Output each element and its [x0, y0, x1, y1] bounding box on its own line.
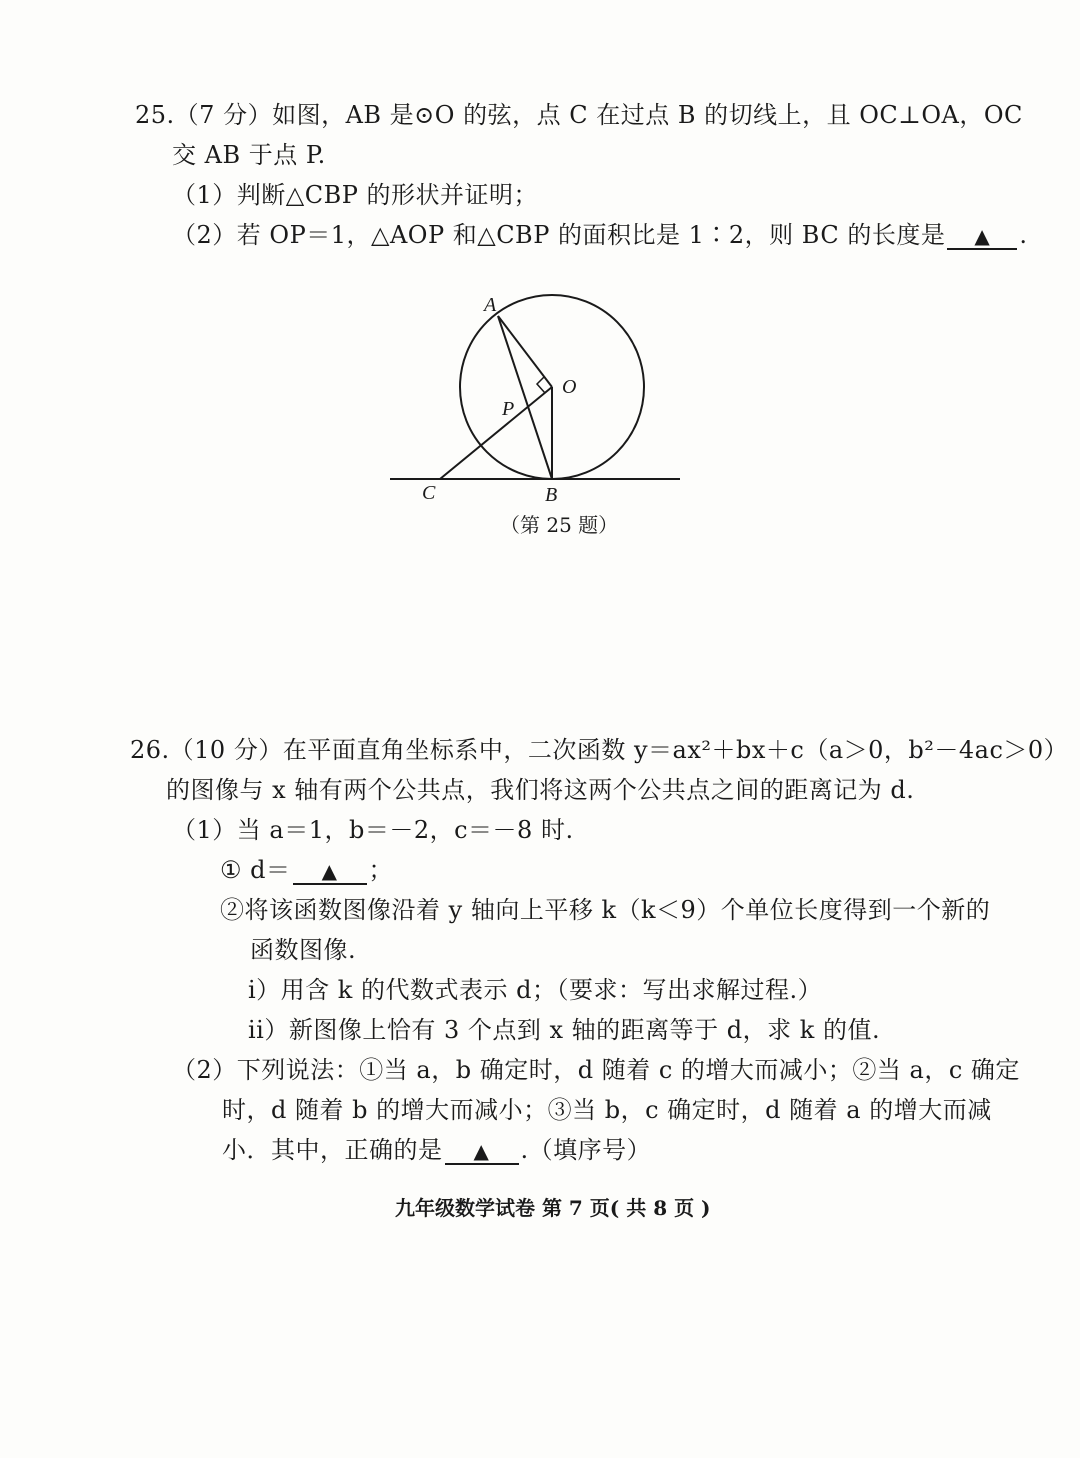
q25-part1: （1）判断△CBP 的形状并证明； [172, 181, 539, 209]
q26-stem-line2: 的图像与 x 轴有两个公共点，我们将这两个公共点之间的距离记为 d. [166, 776, 915, 804]
q26-sub2-line2: 函数图像. [250, 936, 357, 964]
q25-answer-blank[interactable] [947, 223, 1017, 250]
q26-sub1 [220, 855, 393, 885]
q26-sub1-end: ； [368, 856, 394, 884]
q26-part2-text: 小．其中，正确的是 [222, 1136, 443, 1164]
q26-sub2-i: i）用含 k 的代数式表示 d；（要求：写出求解过程.） [248, 976, 823, 1004]
label-a: A [484, 294, 497, 316]
q26-sub2-line1: ②将该函数图像沿着 y 轴向上平移 k（k＜9）个单位长度得到一个新的 [220, 896, 991, 924]
q26-part2-answer-blank[interactable] [445, 1138, 519, 1165]
q25-stem-line1: 25.（7 分）如图，AB 是⊙O 的弦，点 C 在过点 B 的切线上，且 OC⊥OA，OC [135, 101, 1023, 129]
label-p: P [502, 398, 515, 420]
q26-stem-line1: 26.（10 分）在平面直角坐标系中，二次函数 y＝ax²＋bx＋c（a＞0，b²－4ac＞0） [130, 736, 1069, 764]
triangle-icon: ▲ [473, 1139, 490, 1163]
label-c: C [422, 482, 436, 504]
segment-oa [498, 316, 552, 387]
q26-part2-end: .（填序号） [520, 1136, 652, 1164]
q25-stem-line2: 交 AB 于点 P. [172, 141, 326, 169]
page-footer: 九年级数学试卷 第 7 页( 共 8 页 ) [395, 1196, 711, 1220]
q25-geometry-figure [380, 285, 690, 515]
q26-sub1-answer-blank[interactable] [293, 858, 367, 885]
q25-figure-caption: （第 25 题） [500, 513, 619, 537]
q25-part2-end: . [1019, 221, 1028, 249]
q26-part1: （1）当 a＝1，b＝－2，c＝－8 时. [172, 816, 574, 844]
label-b: B [545, 484, 558, 506]
q25-part2 [172, 220, 1027, 250]
q26-sub2-ii: ii）新图像上恰有 3 个点到 x 轴的距离等于 d，求 k 的值. [248, 1016, 881, 1044]
triangle-icon: ▲ [321, 859, 338, 883]
label-o: O [562, 376, 577, 398]
segment-oc [440, 387, 552, 479]
right-angle-mark [537, 377, 545, 393]
q26-part2-line1: （2）下列说法：①当 a，b 确定时，d 随着 c 的增大而减小；②当 a，c 确定 [172, 1056, 1020, 1084]
q26-part2-line2: 时，d 随着 b 的增大而减小；③当 b，c 确定时，d 随着 a 的增大而减 [222, 1096, 992, 1124]
q25-part2-text: （2）若 OP＝1，△AOP 和△CBP 的面积比是 1∶2，则 BC 的长度是 [172, 221, 946, 249]
q26-part2-line3 [222, 1135, 651, 1165]
q26-sub1-text: ① d＝ [220, 856, 291, 884]
triangle-icon: ▲ [974, 224, 991, 248]
